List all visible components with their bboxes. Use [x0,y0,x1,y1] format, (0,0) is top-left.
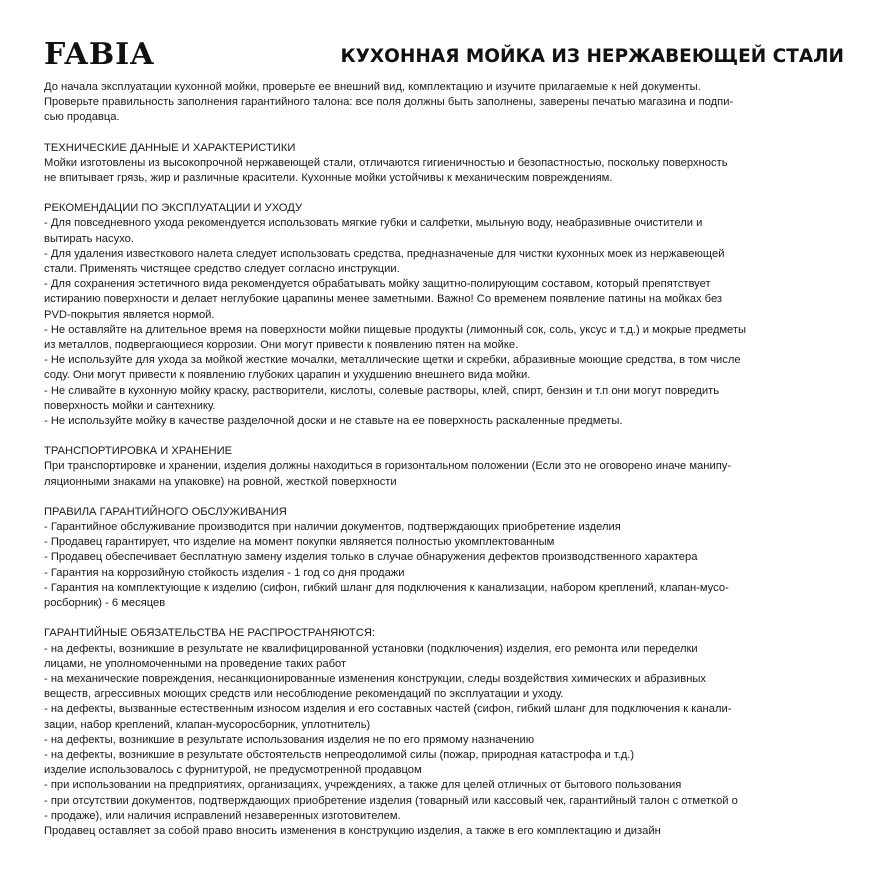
section-paragraph: Мойки изготовлены из высокопрочной нержавеющей стали, отличаются гигиеничностью и безопастностью, поскольку поверхность не впитывает грязь, жир и различные красители. Кухонные мойки устойчивы к механическим повреждениям. [44,156,728,185]
intro-paragraph: До начала эксплуатации кухонной мойки, проверьте ее внешний вид, комплектацию и изучите прилагаемые к ней документы. Проверьте правильность заполнения гарантийного талона: все поля должны быть заполнены, заверены печатью магазина и подпи- сью продавца. [44,81,734,124]
document-body [44,80,844,839]
section-transport [44,444,844,490]
list-item: - Не сливайте в кухонную мойку краску, растворители, кислоты, солевые растворы, клей, спирт, бензин и т.п они могут повредить поверхность мойки и сантехнику. [44,384,720,412]
section-heading: ГАРАНТИЙНЫЕ ОБЯЗАТЕЛЬСТВА НЕ РАСПРОСТРАНЯЮТСЯ: [44,627,376,640]
section-warranty-exclusions [44,626,844,839]
section-paragraph: При транспортировке и хранении, изделия должны находиться в горизонтальном положении (Если это не оговорено иначе манипу- ляционными знаками на упаковке) на ровной, жесткой поверхности [44,460,732,488]
list-item: - на механические повреждения, несанкционированные изменения конструкции, следы воздействия химических и абразивных веществ, агрессивных моющих средств или несоблюдение рекомендаций по эксплуатации и уходу. [44,672,707,701]
list-item: - Для сохранения эстетичного вида рекомендуется обрабатывать мойку защитно-полирующим составом, который препятствует истиранию поверхности и делает неглубокие царапины менее заметными. Важно! Со временем появление патины на мойках без PVD-покрытия является нормой. [44,278,723,321]
list-item: - Не используйте мойку в качестве разделочной доски и не ставьте на ее поверхность раскаленные предметы. [44,415,623,428]
section-heading: ТЕХНИЧЕСКИЕ ДАННЫЕ И ХАРАКТЕРИСТИКИ [44,141,296,154]
section-heading: РЕКОМЕНДАЦИИ ПО ЭКСПЛУАТАЦИИ И УХОДУ [44,202,303,215]
list-item: - при отсутствии документов, подтверждающих приобретение изделия (товарный или кассовый чек, гарантийный талон с отметкой о - продаже), или наличия исправлений незаверенных изготовителем. [44,794,738,822]
list-item: - Продавец гарантирует, что изделие на момент покупки являяется полностью укомплектованным [44,536,555,549]
list-item: - Не оставляйте на длительное время на поверхности мойки пищевые продукты (лимонный сок, соль, уксус и т.д.) и мокрые предметы из металлов, подвергающиеся коррозии. Они могут привести к появлению пятен на мойке. [44,323,747,352]
closing-note: Продавец оставляет за собой право вносить изменения в конструкцию изделия, а также в его комплектацию и дизайн [44,824,661,837]
list-item: - Для удаления известкового налета следует использовать средства, предназначеные для чистки кухонных моек из нержавеющей стали. Применять чистящее средство следует согласно инструкции. [44,247,725,276]
document-title: КУХОННАЯ МОЙКА ИЗ НЕРЖАВЕЮЩЕЙ СТАЛИ [340,46,844,67]
list-item: - при использовании на предприятиях, организациях, учреждениях, а также для целей отличных от бытового пользования [44,779,682,792]
list-item: - на дефекты, возникшие в результате не квалифицированной установки (подключения) изделия, его ремонта или переделки лицами, не уполномоченными на проведение таких работ [44,642,698,670]
section-recommendations [44,201,844,429]
section-technical [44,141,844,187]
list-item: - Гарантия на комплектующие к изделию (сифон, гибкий шланг для подключения к канализации, набором креплений, клапан-мусо- росборник) - 6 месяцев [44,581,729,610]
list-item: - Гарантия на коррозийную стойкость изделия - 1 год со дня продажи [44,566,405,579]
section-heading: ПРАВИЛА ГАРАНТИЙНОГО ОБСЛУЖИВАНИЯ [44,505,287,518]
list-item: - на дефекты, вызванные естественным износом изделия и его составных частей (сифон, гибкий шланг для подключения к канали- зации, набор креплений, клапан-мусоросборник, уплотнитель) [44,703,732,731]
list-item: изделие использовалось с фурнитурой, не предусмотренной продавцом [44,764,422,777]
header [44,38,844,70]
list-item: - на дефекты, возникшие в результате обстоятельств непреодолимой силы (пожар, природная катастрофа и т.д.) [44,748,635,761]
list-item: - Продавец обеспечивает бесплатную замену изделия только в случае обнаружения дефектов производственного характера [44,551,698,564]
list-item: - Гарантийное обслуживание производится при наличии документов, подтверждающих приобретение изделия [44,521,621,534]
list-item: - Для повседневного ухода рекомендуется использовать мягкие губки и салфетки, мыльную воду, неабразивные очистители и вытирать насухо. [44,217,703,245]
brand-logo: FABIA [44,37,155,72]
section-warranty-rules [44,505,844,611]
document-page [44,38,844,839]
list-item: - на дефекты, возникшие в результате использования изделия не по его прямому назначению [44,733,535,746]
section-heading: ТРАНСПОРТИРОВКА И ХРАНЕНИЕ [44,445,233,458]
list-item: - Не используйте для ухода за мойкой жесткие мочалки, металлические щетки и скребки, абразивные моющие средства, в том числе соду. Они могут привести к появлению глубоких царапин и ухудшению внешнего вида мойки. [44,354,741,382]
